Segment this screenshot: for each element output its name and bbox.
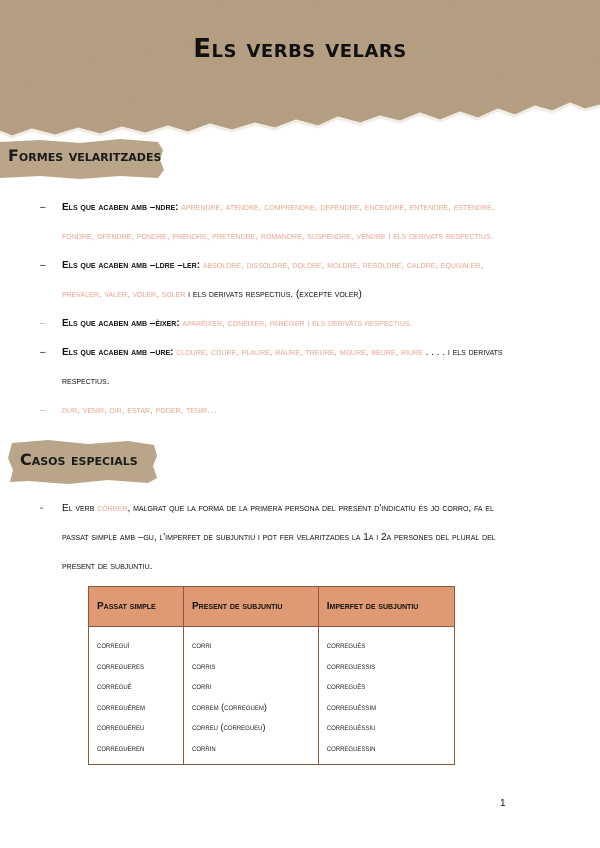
column-header-imperfet: Imperfet de subjuntiu — [318, 587, 454, 627]
table-cell: correm (correguem) — [184, 697, 319, 718]
list-item: – Els que acaben amb –ure: cloure, coure, plaure, raure, treure, moure, beure, riure . . . . i els derivats respectius. — [40, 338, 510, 396]
list-item: – dur, venir, dir, estar, poder, tenir… — [40, 396, 510, 425]
section-heading-formes — [0, 138, 165, 180]
table-cell: correguessis — [318, 656, 454, 677]
section-heading-text: Casos especials — [20, 450, 138, 469]
section-heading-casos — [8, 440, 158, 484]
column-header-present: Present de subjuntiu — [184, 587, 319, 627]
table-row — [89, 676, 455, 697]
list-item: - El verb córrer, malgrat que la forma de la primera persona del present d'indicatiu és jo corro, fa el passat simple amb –gu, l'imperfet de subjuntiu i pot fer velaritzades la 1a i 2a persones del plural del present de subjuntiu. — [40, 494, 510, 581]
conjugation-table — [88, 586, 455, 765]
section-heading-text: Formes velaritzades — [8, 146, 162, 165]
table-cell: correguessin — [318, 738, 454, 765]
table-cell: correguéreu — [89, 717, 184, 738]
table-cell: corregueres — [89, 656, 184, 677]
table-cell: corri — [184, 627, 319, 656]
torn-paper-banner — [0, 0, 600, 140]
page-title: Els verbs velars — [193, 34, 407, 64]
list-item: – Els que acaben amb –èixer: aparèixer, conèixer, parèixer i els derivats respectius. — [40, 309, 510, 338]
table-cell: corris — [184, 656, 319, 677]
column-header-passat: Passat simple — [89, 587, 184, 627]
velar-forms-list — [40, 193, 510, 425]
table-cell: corri — [184, 676, 319, 697]
table-cell: corregueren — [89, 738, 184, 765]
special-cases-list — [40, 494, 510, 581]
table-cell: corrin — [184, 738, 319, 765]
table-cell: correguéssim — [318, 697, 454, 718]
table-row — [89, 697, 455, 718]
table-cell: corregués — [318, 676, 454, 697]
list-item: – Els que acaben amb –ndre: aprendre, atendre, comprendre, dependre, encendre, entendre, estendre, fondre, ofendre, pondre, prendre, pretendre, romandre, suspendre, vendre i els derivats respectius. — [40, 193, 510, 251]
bullet-dash: – — [40, 347, 46, 358]
table-row — [89, 627, 455, 656]
bullet-dash: – — [40, 405, 46, 416]
table-cell: correu (corregueu) — [184, 717, 319, 738]
table-row — [89, 738, 455, 765]
table-cell: correguí — [89, 627, 184, 656]
bullet-dash: – — [40, 260, 46, 271]
table-cell: corregué — [89, 676, 184, 697]
table-cell: correguéssiu — [318, 717, 454, 738]
bullet-dash: – — [40, 202, 46, 213]
bullet-dash: - — [40, 503, 44, 514]
table-row — [89, 656, 455, 677]
table-cell: corregués — [318, 627, 454, 656]
page-number: 1 — [500, 798, 506, 809]
table-cell: correguérem — [89, 697, 184, 718]
bullet-dash: – — [40, 318, 46, 329]
table-header-row — [89, 587, 455, 627]
table-row — [89, 717, 455, 738]
list-item: – Els que acaben amb –ldre –ler: absoldre, dissoldre, doldre, moldre, resoldre, caldre, equivaler, prevaler, valer, voler, soler i els derivats respectius. (excepte voler) — [40, 251, 510, 309]
